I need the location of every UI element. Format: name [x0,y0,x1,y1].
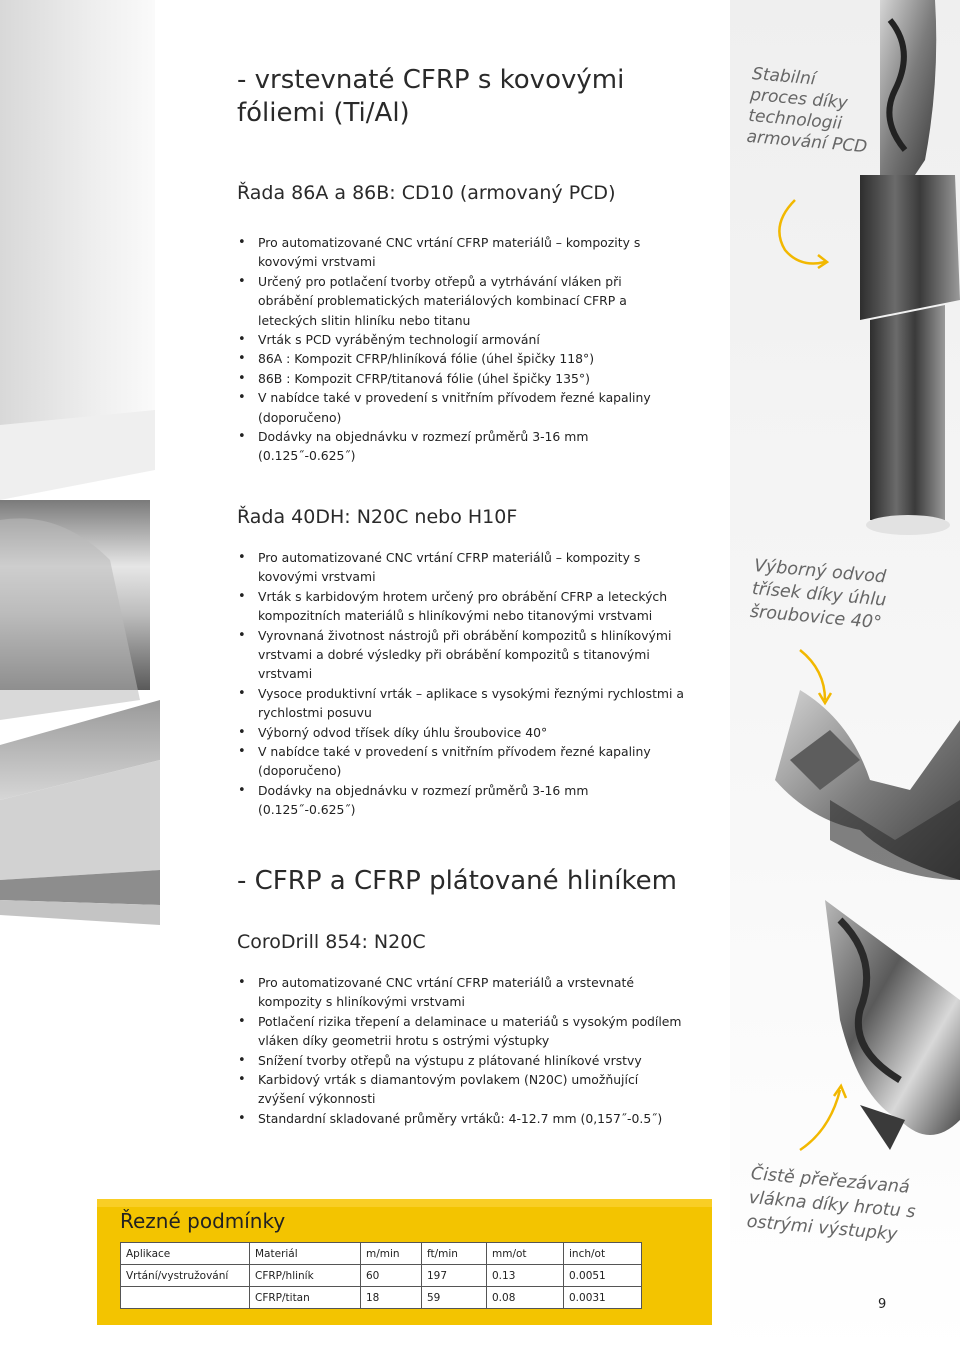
callout-chip-evacuation: Výborný odvod třísek díky úhlu šroubovice 40° [749,555,888,634]
callout-clean-cutting: Čistě přeřezávaná vlákna díky hrotu s ostrými výstupky [745,1163,917,1245]
table-row [121,1265,642,1287]
list-item: • Vrták s karbidovým hrotem určený pro obrábění CFRP a leteckých kompozitních materiálů s hliníkovými nebo titanovými vrstvami [237,587,687,626]
table-header-row [121,1243,642,1265]
table-row [121,1287,642,1309]
table-cell: 60 [361,1265,422,1287]
table-cell: 0.08 [487,1287,564,1309]
table-cell: CFRP/hliník [250,1265,361,1287]
table-cell: 0.0031 [564,1287,642,1309]
list-item: • Vysoce produktivní vrták – aplikace s vysokými řeznými rychlostmi a rychlostmi posuvu [237,684,687,723]
list-item: • Standardní skladované průměry vrtáků: 4-12.7 mm (0,157˝-0.5˝) [237,1109,687,1128]
list-item: • Výborný odvod třísek díky úhlu šroubovice 40° [237,723,687,742]
table-cell: Vrtání/vystružování [121,1265,250,1287]
section-2-bullet-list [237,548,687,820]
list-item: • Potlačení rizika třepení a delaminace u materiáů s vysokým podílem vláken díky geometrii hrotu s ostrými výstupky [237,1012,687,1051]
list-item: • Pro automatizované CNC vrtání CFRP materiálů – kompozity s kovovými vrstvami [237,233,667,272]
list-item: • Pro automatizované CNC vrtání CFRP materiálů – kompozity s kovovými vrstvami [237,548,687,587]
drill-photos [730,0,960,1358]
list-item: • 86A : Kompozit CFRP/hliníková fólie (úhel špičky 118°) [237,349,667,368]
list-item: • Vrták s PCD vyráběným technologií armování [237,330,667,349]
table-cell: 0.0051 [564,1265,642,1287]
list-item: • V nabídce také v provedení s vnitřním přívodem řezné kapaliny (doporučeno) [237,388,667,427]
column-header: inch/ot [564,1243,642,1265]
corodrill-854-title: CoroDrill 854: N20C [237,931,426,953]
list-item: • Dodávky na objednávku v rozmezí průměrů 3-16 mm (0.125˝-0.625˝) [237,427,667,466]
table-cell: CFRP/titan [250,1287,361,1309]
category-title: - vrstevnaté CFRP s kovovými fóliemi (Ti/Al) [237,65,625,128]
column-header: m/min [361,1243,422,1265]
page-number: 9 [878,1297,887,1312]
column-header: Materiál [250,1243,361,1265]
section-1-bullet-list [237,233,667,466]
list-item: • Dodávky na objednávku v rozmezí průměrů 3-16 mm (0.125˝-0.625˝) [237,781,687,820]
table-cell: 18 [361,1287,422,1309]
table-cell: 197 [422,1265,487,1287]
list-item: • Určený pro potlačení tvorby otřepů a vytrhávání vláken při obrábění problematických materiálových kombinací CFRP a leteckých slitin hliníku nebo titanu [237,272,667,330]
series-40DH-title: Řada 40DH: N20C nebo H10F [237,506,518,528]
column-header: Aplikace [121,1243,250,1265]
list-item: • 86B : Kompozit CFRP/titanová fólie (úhel špičky 135°) [237,369,667,388]
list-item: • Vyrovnaná životnost nástrojů při obrábění kompozitů s hliníkovými vrstvami a dobré výsledky při obrábění kompozitů s titanovými vrstvami [237,626,687,684]
table-cell [121,1287,250,1309]
category-title: - CFRP a CFRP plátované hliníkem [237,866,677,896]
table-cell: 0.13 [487,1265,564,1287]
column-header: mm/ot [487,1243,564,1265]
section-3-bullet-list [237,973,687,1128]
column-header: ft/min [422,1243,487,1265]
table-cell: 59 [422,1287,487,1309]
list-item: • Karbidový vrták s diamantovým povlakem (N20C) umožňující zvýšení výkonnosti [237,1070,687,1109]
series-86A-86B-title: Řada 86A a 86B: CD10 (armovaný PCD) [237,182,616,204]
machine-photo [0,0,160,960]
section-1-category-heading [237,64,667,130]
callout-stable-process: Stabilní proces díky technologii armování PCD [745,64,869,158]
list-item: • Snížení tvorby otřepů na výstupu z plátované hliníkové vrstvy [237,1051,687,1070]
list-item: • V nabídce také v provedení s vnitřním přívodem řezné kapaliny (doporučeno) [237,742,687,781]
list-item: • Pro automatizované CNC vrtání CFRP materiálů a vrstevnaté kompozity s hliníkovými vrstvami [237,973,687,1012]
cutting-conditions-table [120,1242,642,1309]
cutting-conditions-title: Řezné podmínky [120,1209,286,1233]
